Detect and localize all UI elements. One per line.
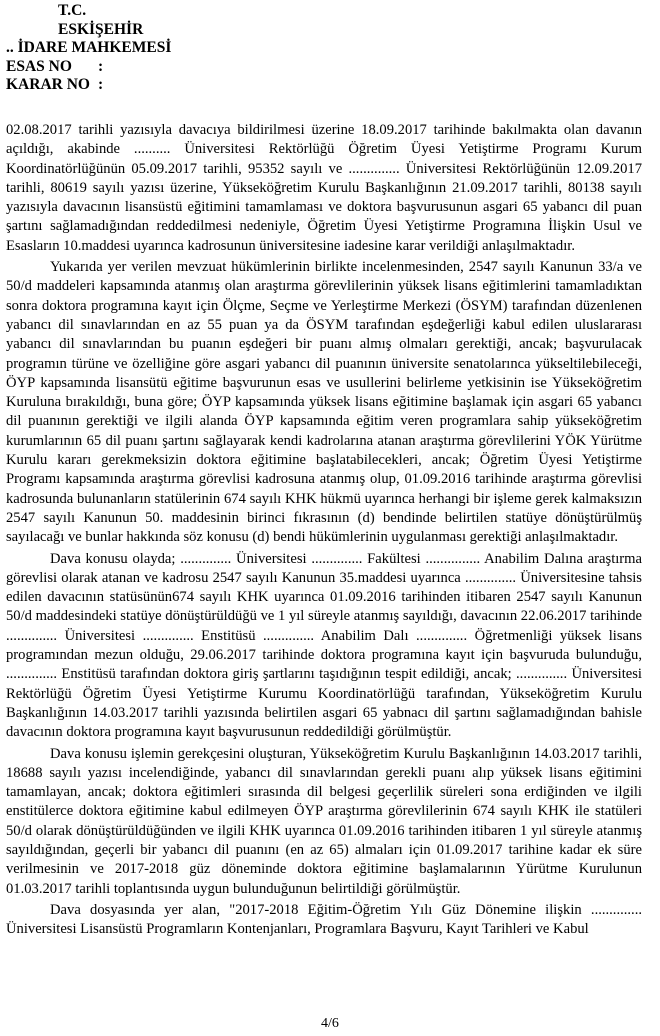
paragraph: Dava dosyasında yer alan, "2017-2018 Eğitim-Öğretim Yılı Güz Dönemine ilişkin .............. Üniversitesi Lisansüstü Programların Kontenjanları, Programlara Başvuru, Kayıt Tarihleri ve Kabul [6,901,642,938]
karar-no-row [6,76,206,95]
esas-no-row [6,58,206,77]
header-tc: T.C. [58,2,87,19]
document-body [6,121,642,941]
paragraph: 02.08.2017 tarihli yazısıyla davacıya bildirilmesi üzerine 18.09.2017 tarihinde bakılmakta olan davanın açıldığı, akabinde .......... Üniversitesi Rektörlüğü Öğretim Üyesi Yetiştirme Programı Kurum Koordinatörlüğünün 05.09.2017 tarihli, 95352 sayılı ve .............. Üniversitesi Rektörlüğünün 12.09.2017 tarihli, 80619 sayılı yazısı üzerine, Yükseköğretim Kurulu Başkanlığının 21.09.2017 tarihli, 80138 sayılı yazısıyla davacının lisansüstü eğitimini tamamlaması ve doktora başvurusunun asgari 65 yabancı dil puan şartını sağlamadığından reddedilmesi nedeniyle, Öğretim Üyesi Yetiştirme Programına İlişkin Usul ve Esasların 10.maddesi uyarınca kadrosunun üniversitesine iadesine karar verildiği anlaşılmaktadır. [6,122,642,254]
paragraph: Dava konusu olayda; .............. Üniversitesi .............. Fakültesi ............... Anabilim Dalına araştırma görevlisi olarak atanan ve kadrosu 2547 sayılı Kanunun 35.maddesi uyarınca .............. Üniversitesine tahsis edilen davacının statüsünün674 sayılı KHK uyarınca 01.09.2016 tarihinden itibaren 2547 sayılı Kanunun 50/d maddesindeki statüye dönüştürüldüğü ve 1 yıl süreyle atanmış sayıldığı, davacının 22.06.2017 tarihinde .............. Üniversitesi .............. Enstitüsü .............. Anabilim Dalı .............. Öğretmenliği yüksek lisans programından mezun olduğu, 29.06.2017 tarihinde doktora programına kayıt için başvuruda bulunduğu, .............. Enstitüsü tarafından doktora giriş şartlarını taşıdığının tespit edildiği, ancak; .............. Üniversitesi Rektörlüğü Öğretim Üyesi Yetiştirme Kurumu Koordinatörlüğü tarafından, Yükseköğretim Kurulu Başkanlığının 14.03.2017 tarihli yazısında belirtilen asgari 65 yabnacı dil şartını sağlamadığından bahisle davacının doktora programına kayıt başvurusunun reddedildiği görülmüştür. [6,550,642,741]
esas-no-label: ESAS NO [6,57,72,75]
document-header [6,2,206,95]
karar-no-label: KARAR NO [6,76,90,94]
header-city: ESKİŞEHİR [58,20,144,38]
karar-no-colon: : [98,76,104,94]
page-number: 4/6 [321,1016,339,1031]
header-court-name: .. İDARE MAHKEMESİ [6,39,172,57]
paragraph: Yukarıda yer verilen mevzuat hükümlerinin birlikte incelenmesinden, 2547 sayılı Kanunun 33/a ve 50/d maddeleri kapsamında atanmış olan araştırma görevlilerinin yüksek lisans eğitimlerini tamamladıktan sonra doktora programına kayıt için Ölçme, Seçme ve Yerleştirme Merkezi (ÖSYM) tarafından düzenlenen yabancı dil sınavlarından en az 55 puan ya da ÖSYM tarafından eşdeğerliği kabul edilen uluslararası yabancı dil sınavlarından bu puanın eşdeğeri bir puanı almış olmaları gerektiği, ancak; başvurulacak programın türüne ve özelliğine göre asgari yabancı dil puanının üniversite senatolarınca yükseltilebileceği, ÖYP kapsamında lisansütü eğitime başvurunun esas ve usullerini belirleme yetkisinin ise Yükseköğretim Kuruluna bırakıldığı, buna göre; ÖYP kapsamında yüksek lisans eğitimine başlamak için asgari 65 yabancı dil puanının gerektiği ve ilgili alanda ÖYP kapsamında eğitim veren programlara sahip yükseköğretim kurumlarının 65 dil puanı şartını sağlayarak kendi kadrolarına atanan araştırma görevlilerini YÖK Yürütme Kurulu kararı gerekmeksizin doktora eğitimine başlatabilecekleri, ancak; Öğretim Üyesi Yetiştirme Programı kapsamında araştırma görevlisi kadrosuna atanmış olup, 01.09.2016 tarihinde araştırma görevlisi kadrosunda bulunanların statülerinin 674 sayılı KHK hükmü uyarınca herhangi bir işleme gerek kalmaksızın 2547 sayılı Kanunun 50. maddesinin birinci fıkrasının (d) bendinde belirtilen statüye dönüştürülmüş sayılacağı ve bunlar hakkında söz konusu (d) bendi hükümlerinin uygulanması gerektiği anlaşılmaktadır. [6,259,642,546]
esas-no-colon: : [98,57,104,75]
paragraph: Dava konusu işlemin gerekçesini oluşturan, Yükseköğretim Kurulu Başkanlığının 14.03.2017 tarihli, 18688 sayılı yazısı incelendiğinde, yabancı dil sınavlarından gerekli puanı alıp yüksek lisans eğitimini tamamlayan, ancak; doktora eğitimleri sırasında dil belgesi geçerlilik süreleri sona erdiğinden ve ilgili enstitülerce doktora eğitimine kabul edilmeyen ÖYP araştırma görevlilerinin 674 sayılı KHK ile statüleri 50/d olarak dönüştürüldüğünden ve ilgili KHK uyarınca 01.09.2016 tarihinden itibaren 1 yıl süreyle atanmış sayıldığından, geçerli bir yabancı dil puanını (en az 65) almaları için 01.09.2017 tarihine kadar ek süre verilmesinin ve 2017-2018 güz döneminde doktora eğitimine başlamalarının Yürütme Kurulunun 01.03.2017 tarihli toplantısında uygun bulunduğunun belirtildiği görülmüştür. [6,745,642,897]
